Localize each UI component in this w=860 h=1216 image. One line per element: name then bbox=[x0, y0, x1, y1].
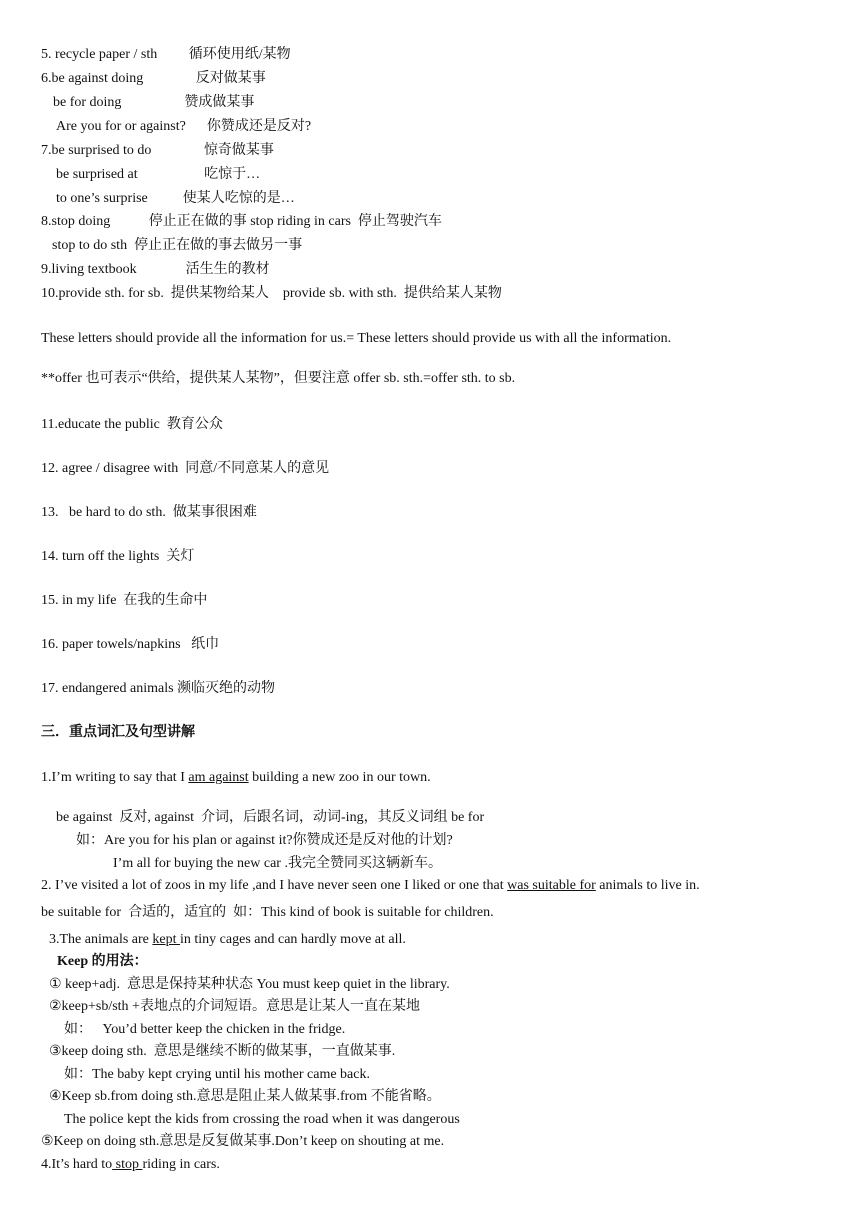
offer-note: **offer 也可表示“供给，提供某人某物”，但要注意 offer sb. sth.=offer sth. to sb. bbox=[41, 371, 516, 386]
keep-usage-2: ②keep+sb/sth +表地点的介词短语。意思是让某人一直在某地 bbox=[49, 999, 420, 1014]
key-sentence-1: 1.I’m writing to say that I am against building a new zoo in our town. bbox=[41, 770, 431, 785]
vocab-item-15: 15. in my life 在我的生命中 bbox=[41, 593, 208, 608]
underlined-phrase: stop bbox=[112, 1157, 143, 1172]
vocab-item-10: 10.provide sth. for sb. 提供某物给某人 provide sb. with sth. 提供给某人某物 bbox=[41, 286, 502, 301]
key-sentence-4: 4.It’s hard to stop riding in cars. bbox=[41, 1157, 220, 1172]
keep-usage-3: ③keep doing sth. 意思是继续不断的做某事，一直做某事. bbox=[49, 1044, 396, 1059]
vocab-item-7: 7.be surprised to do 惊奇做某事 bbox=[41, 143, 274, 158]
underlined-phrase: am against bbox=[188, 770, 249, 785]
vocab-item-12: 12. agree / disagree with 同意/不同意某人的意见 bbox=[41, 461, 330, 476]
keep-usage-heading: Keep 的用法： bbox=[57, 954, 148, 969]
vocab-item-6: 6.be against doing 反对做某事 bbox=[41, 71, 266, 86]
keep-usage-5: ⑤Keep on doing sth.意思是反复做某事.Don’t keep on shouting at me. bbox=[41, 1134, 445, 1149]
section-heading: 三．重点词汇及句型讲解 bbox=[41, 725, 195, 740]
example-line: I’m all for buying the new car .我完全赞同买这辆新车。 bbox=[113, 856, 442, 871]
vocab-item-6-example: Are you for or against? 你赞成还是反对? bbox=[56, 119, 312, 134]
example-line: 如：Are you for his plan or against it?你赞成还是反对他的计划? bbox=[76, 833, 453, 848]
key-sentence-2: 2. I’ve visited a lot of zoos in my life ,and I have never seen one I liked or one that was suitable for animals to live in. bbox=[41, 878, 700, 893]
example-line: 如：The baby kept crying until his mother came back. bbox=[64, 1067, 370, 1082]
vocab-item-5: 5. recycle paper / sth 循环使用纸/某物 bbox=[41, 47, 291, 62]
example-line: 如： You’d better keep the chicken in the fridge. bbox=[64, 1022, 346, 1037]
example-sentence: These letters should provide all the information for us.= These letters should provide us with all the information. bbox=[41, 331, 672, 346]
vocab-item-7-sub: be surprised at 吃惊于… bbox=[56, 167, 261, 182]
vocab-item-9: 9.living textbook 活生生的教材 bbox=[41, 262, 270, 277]
vocab-item-8: 8.stop doing 停止正在做的事 stop riding in cars 停止驾驶汽车 bbox=[41, 214, 442, 229]
vocab-item-17: 17. endangered animals 濒临灭绝的动物 bbox=[41, 681, 276, 696]
explanation-be-suitable-for: be suitable for 合适的，适宜的 如：This kind of book is suitable for children. bbox=[41, 905, 494, 920]
example-line: The police kept the kids from crossing the road when it was dangerous bbox=[64, 1112, 460, 1127]
keep-usage-4: ④Keep sb.from doing sth.意思是阻止某人做某事.from 不能省略。 bbox=[49, 1089, 441, 1104]
key-sentence-3: 3.The animals are kept in tiny cages and can hardly move at all. bbox=[49, 932, 406, 947]
explanation-be-against: be against 反对, against 介词，后跟名词，动词-ing，其反义词组 be for bbox=[56, 810, 485, 825]
vocab-item-8-sub: stop to do sth 停止正在做的事去做另一事 bbox=[52, 238, 303, 253]
vocab-item-16: 16. paper towels/napkins 纸巾 bbox=[41, 637, 220, 652]
vocab-item-11: 11.educate the public 教育公众 bbox=[41, 417, 223, 432]
vocab-item-6-sub: be for doing 赞成做某事 bbox=[53, 95, 255, 110]
underlined-phrase: was suitable for bbox=[507, 878, 596, 893]
underlined-phrase: kept bbox=[152, 932, 181, 947]
vocab-item-13: 13. be hard to do sth. 做某事很困难 bbox=[41, 505, 257, 520]
vocab-item-14: 14. turn off the lights 关灯 bbox=[41, 549, 195, 564]
vocab-item-7-sub2: to one’s surprise 使某人吃惊的是… bbox=[56, 191, 295, 206]
keep-usage-1: ① keep+adj. 意思是保持某种状态 You must keep quiet in the library. bbox=[49, 977, 450, 992]
